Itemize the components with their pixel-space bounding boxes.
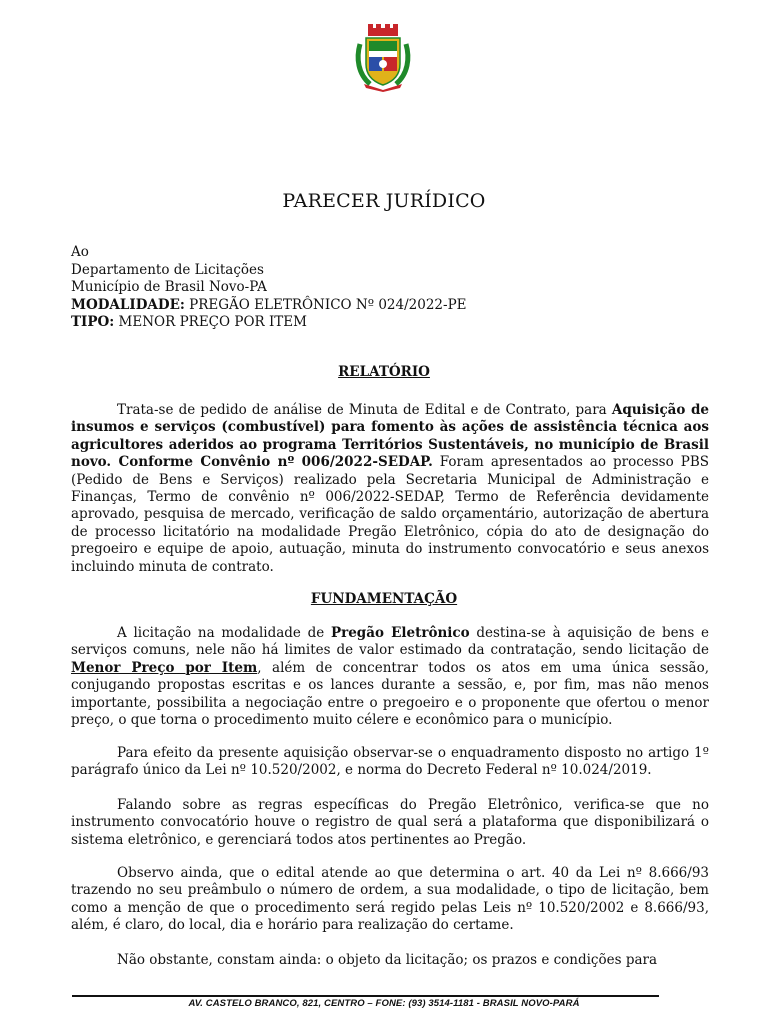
fund-text-menor-preco: Menor Preço por Item bbox=[71, 659, 258, 676]
fundamentacao-heading: FUNDAMENTAÇÃO bbox=[310, 591, 458, 607]
tipo-label: TIPO: bbox=[71, 314, 115, 330]
fundamentacao-paragraph-4: Observo ainda, que o edital atende ao que determina o art. 40 da Lei nº 8.666/93 trazendo no seu preâmbulo o número de ordem, a sua modalidade, o tipo de licitação, bem como a menção de que o procedimento será regido pelas Leis nº 10.520/2002 e 8.666/93, além, é claro, do local, dia e horário para realização do certame. bbox=[71, 865, 709, 934]
relatorio-heading: RELATÓRIO bbox=[338, 364, 430, 380]
relatorio-text-c: Foram apresentados ao processo PBS (Pedido de Bens e Serviços) realizado pela Secretaria Municipal de Administração e Finanças, Termo de convênio nº 006/2022-SEDAP, Termo de Referência devidamente aprovado, pesquisa de mercado, verificação de saldo orçamentário, autorização de abertura de processo licitatório na modalidade Pregão Eletrônico, cópia do ato de designação do pregoeiro e equipe de apoio, autuação, minuta do instrumento convocatório e seus anexos incluindo minuta de contrato. bbox=[71, 454, 709, 575]
fund-text-e: , além de concentrar todos os atos em uma única sessão, conjugando propostas escritas e os lances durante a sessão, e, por fim, mas não menos importante, possibilita a negociação entre o pregoeiro e o proponente que ofertou o menor preço, o que torna o procedimento muito célere e econômico para o município. bbox=[71, 659, 709, 729]
fundamentacao-paragraph-3: Falando sobre as regras específicas do Pregão Eletrônico, verifica-se que no instrumento convocatório houve o registro de qual será a plataforma que disponibilizará o sistema eletrônico, e gerenciará todos atos pertinentes ao Pregão. bbox=[71, 797, 709, 848]
footer-address: AV. CASTELO BRANCO, 821, CENTRO – FONE: (93) 3514-1181 - BRASIL NOVO-PARÁ bbox=[188, 998, 580, 1009]
footer-divider bbox=[72, 995, 659, 997]
modalidade-label: MODALIDADE: bbox=[71, 296, 185, 313]
modalidade-line bbox=[71, 297, 467, 315]
document-title: PARECER JURÍDICO bbox=[282, 190, 486, 212]
modalidade-value: PREGÃO ELETRÔNICO Nº 024/2022-PE bbox=[184, 296, 467, 313]
fundamentacao-paragraph-1 bbox=[71, 625, 709, 729]
fund-text-pregao: Pregão Eletrônico bbox=[330, 625, 470, 641]
relatorio-text-object: Aquisição de insumos e serviços (combustível) para fomento às ações de assistência técnica aos agricultores aderidos ao programa Territórios Sustentáveis, no município de Brasil novo. Conforme Convênio nº 006/2022-SEDAP. bbox=[71, 402, 709, 471]
addressee-block bbox=[71, 244, 467, 332]
fundamentacao-paragraph-2: Para efeito da presente aquisição observar-se o enquadramento disposto no artigo 1º parágrafo único da Lei nº 10.520/2002, e norma do Decreto Federal nº 10.024/2019. bbox=[71, 745, 709, 779]
fund-text-a: A licitação na modalidade de bbox=[117, 625, 331, 641]
fundamentacao-paragraph-5: Não obstante, constam ainda: o objeto da licitação; os prazos e condições para bbox=[117, 952, 658, 968]
relatorio-paragraph bbox=[71, 402, 709, 576]
addressee-department: Departamento de Licitações bbox=[71, 261, 264, 278]
municipal-crest-icon bbox=[354, 22, 412, 92]
tipo-line bbox=[71, 314, 467, 332]
addressee-to: Ao bbox=[71, 244, 89, 260]
addressee-municipality: Município de Brasil Novo-PA bbox=[71, 279, 267, 295]
relatorio-text-a: Trata-se de pedido de análise de Minuta de Edital e de Contrato, para bbox=[117, 402, 612, 418]
fund-text-c: destina-se à aquisição de bens e serviços comuns, nele não há limites de valor estimado da contratação, sendo licitação de bbox=[71, 625, 709, 659]
tipo-value: MENOR PREÇO POR ITEM bbox=[114, 314, 307, 330]
